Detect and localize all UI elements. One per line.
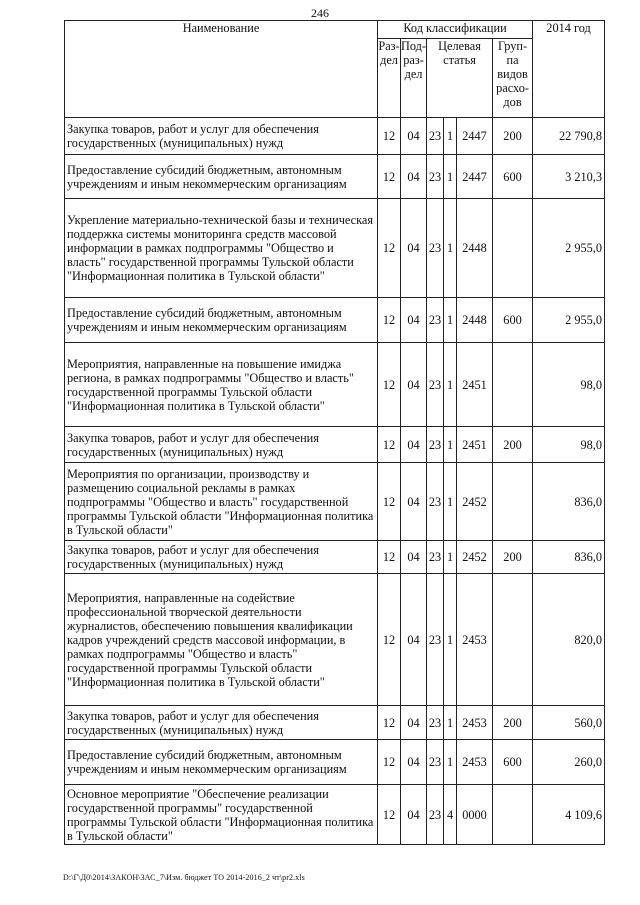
cell-gruppa: 200 [493, 541, 533, 574]
cell-podrazdel: 04 [401, 706, 427, 740]
cell-amount: 836,0 [533, 541, 605, 574]
cell-razdel: 12 [378, 118, 401, 155]
cell-amount: 3 210,3 [533, 155, 605, 199]
cell-razdel: 12 [378, 574, 401, 706]
cell-razdel: 12 [378, 785, 401, 845]
cell-amount: 98,0 [533, 427, 605, 463]
cell-gruppa: 200 [493, 427, 533, 463]
cell-c1: 23 [427, 427, 444, 463]
cell-name: Предоставление субсидий бюджетным, автономным учреждениям и иным некоммерческим организациям [65, 298, 378, 343]
table-row [65, 463, 605, 541]
cell-podrazdel: 04 [401, 298, 427, 343]
cell-amount: 560,0 [533, 706, 605, 740]
cell-c3: 2447 [457, 118, 493, 155]
header-name: Наименование [65, 21, 378, 118]
cell-c2: 1 [444, 740, 457, 785]
cell-c1: 23 [427, 463, 444, 541]
cell-podrazdel: 04 [401, 463, 427, 541]
cell-name: Предоставление субсидий бюджетным, автономным учреждениям и иным некоммерческим организациям [65, 155, 378, 199]
cell-c2: 1 [444, 706, 457, 740]
cell-podrazdel: 04 [401, 155, 427, 199]
page-number: 246 [311, 6, 329, 20]
cell-c2: 1 [444, 574, 457, 706]
header-year: 2014 год [533, 21, 605, 118]
cell-c1: 23 [427, 574, 444, 706]
cell-podrazdel: 04 [401, 785, 427, 845]
table-row [65, 118, 605, 155]
cell-razdel: 12 [378, 155, 401, 199]
header-code: Код классификации [378, 21, 533, 39]
cell-amount: 98,0 [533, 343, 605, 427]
cell-name: Мероприятия, направленные на содействие профессиональной творческой деятельности журналистов, обеспечению повышения квалификации кадров учреждений средств массовой информации, в рамках подпрограммы "Общество и власть" государственной программы Тульской области "Информационная политика в Тульской области" [65, 574, 378, 706]
cell-razdel: 12 [378, 740, 401, 785]
cell-c3: 2453 [457, 740, 493, 785]
cell-gruppa: 600 [493, 740, 533, 785]
cell-c1: 23 [427, 118, 444, 155]
cell-c3: 2447 [457, 155, 493, 199]
cell-c3: 0000 [457, 785, 493, 845]
cell-name: Основное мероприятие "Обеспечение реализации государственной программы" государственной программы Тульской области "Информационная политика в Тульской области" [65, 785, 378, 845]
cell-amount: 2 955,0 [533, 298, 605, 343]
cell-amount: 4 109,6 [533, 785, 605, 845]
table-row [65, 706, 605, 740]
cell-razdel: 12 [378, 427, 401, 463]
cell-razdel: 12 [378, 463, 401, 541]
cell-razdel: 12 [378, 298, 401, 343]
cell-c2: 4 [444, 785, 457, 845]
cell-name: Закупка товаров, работ и услуг для обеспечения государственных (муниципальных) нужд [65, 427, 378, 463]
table-row [65, 740, 605, 785]
cell-razdel: 12 [378, 706, 401, 740]
header-celevaya: Целевая статья [427, 39, 493, 118]
cell-amount: 836,0 [533, 463, 605, 541]
cell-c3: 2453 [457, 706, 493, 740]
cell-c3: 2452 [457, 541, 493, 574]
cell-name: Мероприятия по организации, производству и размещению социальной рекламы в рамках подпрограммы "Общество и власть" государственной программы Тульской области "Информационная политика в Тульской области" [65, 463, 378, 541]
cell-c2: 1 [444, 118, 457, 155]
budget-table [64, 20, 605, 845]
cell-gruppa [493, 199, 533, 298]
cell-c2: 1 [444, 343, 457, 427]
table-row [65, 298, 605, 343]
cell-c3: 2448 [457, 199, 493, 298]
cell-c1: 23 [427, 541, 444, 574]
cell-c3: 2453 [457, 574, 493, 706]
cell-c2: 1 [444, 541, 457, 574]
cell-c3: 2448 [457, 298, 493, 343]
cell-podrazdel: 04 [401, 740, 427, 785]
cell-c1: 23 [427, 740, 444, 785]
cell-gruppa: 200 [493, 118, 533, 155]
table-row [65, 155, 605, 199]
cell-c1: 23 [427, 298, 444, 343]
cell-gruppa: 600 [493, 298, 533, 343]
cell-gruppa [493, 574, 533, 706]
cell-name: Укрепление материально-технической базы и техническая поддержка системы мониторинга средств массовой информации в рамках подпрограммы "Общество и власть" государственной программы Тульской области "Информационная политика в Тульской области" [65, 199, 378, 298]
cell-c2: 1 [444, 463, 457, 541]
file-path-footer: D:\Г\Д0\2014\ЗАКОН\ЗАС_7\Изм. бюджет ТО 2014-2016_2 чт\pr2.xls [63, 873, 305, 882]
table-row [65, 785, 605, 845]
cell-gruppa [493, 785, 533, 845]
cell-name: Закупка товаров, работ и услуг для обеспечения государственных (муниципальных) нужд [65, 541, 378, 574]
cell-c3: 2451 [457, 427, 493, 463]
table-row [65, 199, 605, 298]
cell-podrazdel: 04 [401, 541, 427, 574]
cell-c1: 23 [427, 785, 444, 845]
cell-name: Мероприятия, направленные на повышение имиджа региона, в рамках подпрограммы "Общество и власть" государственной программы Тульской области "Информационная политика в Тульской области" [65, 343, 378, 427]
cell-c3: 2451 [457, 343, 493, 427]
cell-amount: 22 790,8 [533, 118, 605, 155]
header-gruppa: Груп- па видов расхо- дов [493, 39, 533, 118]
cell-amount: 260,0 [533, 740, 605, 785]
cell-razdel: 12 [378, 199, 401, 298]
cell-c1: 23 [427, 199, 444, 298]
cell-c2: 1 [444, 298, 457, 343]
cell-gruppa [493, 463, 533, 541]
cell-c2: 1 [444, 155, 457, 199]
table-row [65, 427, 605, 463]
cell-c1: 23 [427, 155, 444, 199]
cell-podrazdel: 04 [401, 427, 427, 463]
cell-podrazdel: 04 [401, 343, 427, 427]
cell-c3: 2452 [457, 463, 493, 541]
table-row [65, 343, 605, 427]
table-row [65, 541, 605, 574]
cell-gruppa: 200 [493, 706, 533, 740]
cell-c2: 1 [444, 427, 457, 463]
cell-c1: 23 [427, 706, 444, 740]
cell-name: Предоставление субсидий бюджетным, автономным учреждениям и иным некоммерческим организациям [65, 740, 378, 785]
cell-gruppa: 600 [493, 155, 533, 199]
header-podrazdel: Под- раз- дел [401, 39, 427, 118]
cell-name: Закупка товаров, работ и услуг для обеспечения государственных (муниципальных) нужд [65, 118, 378, 155]
cell-amount: 2 955,0 [533, 199, 605, 298]
cell-razdel: 12 [378, 541, 401, 574]
table-row [65, 574, 605, 706]
cell-gruppa [493, 343, 533, 427]
cell-c1: 23 [427, 343, 444, 427]
cell-c2: 1 [444, 199, 457, 298]
cell-podrazdel: 04 [401, 199, 427, 298]
cell-podrazdel: 04 [401, 574, 427, 706]
cell-razdel: 12 [378, 343, 401, 427]
cell-name: Закупка товаров, работ и услуг для обеспечения государственных (муниципальных) нужд [65, 706, 378, 740]
cell-podrazdel: 04 [401, 118, 427, 155]
cell-amount: 820,0 [533, 574, 605, 706]
header-razdel: Раз- дел [378, 39, 401, 118]
